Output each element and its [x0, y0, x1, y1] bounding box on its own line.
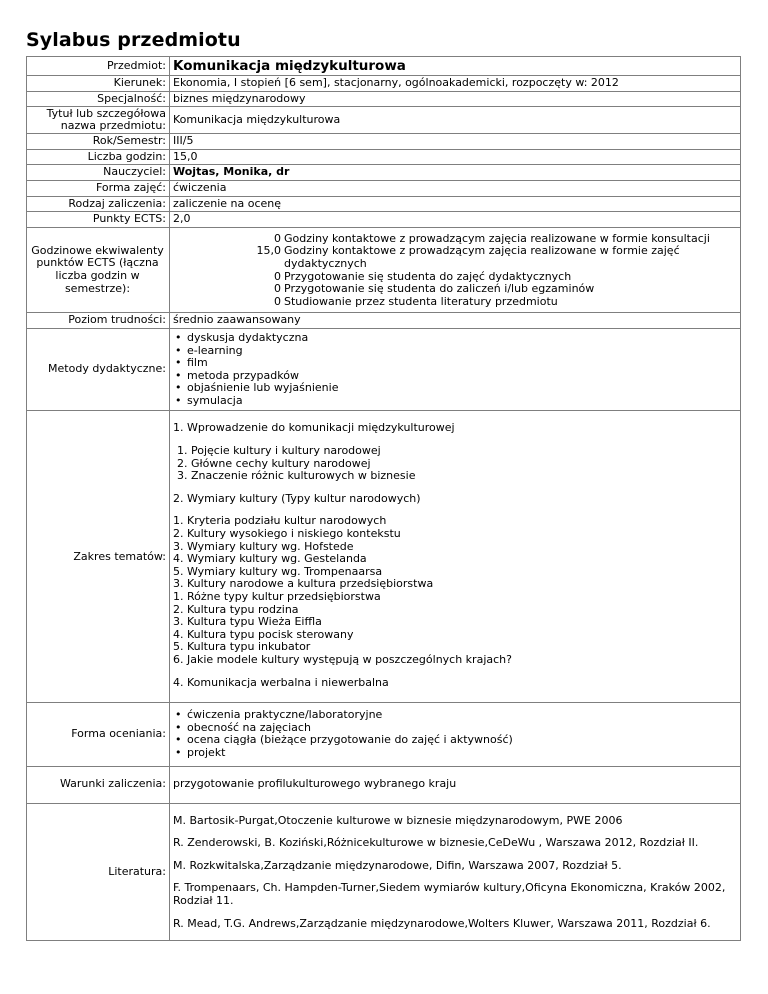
- page-title: Sylabus przedmiotu: [26, 29, 241, 51]
- literature-item: R. Zenderowski, B. Koziński,Różnicekulturowe w biznesie,CeDeWu , Warszawa 2012, Rozdział II.: [173, 836, 699, 850]
- value-kierunek: Ekonomia, I stopień [6 sem], stacjonarny, ogólnoakademicki, rozpoczęty w: 2012: [170, 76, 741, 92]
- value-zakres: [170, 411, 741, 703]
- list-item: 1. Kryteria podziału kultur narodowych: [173, 514, 387, 528]
- list-item: 3. Kultura typu Wieża Eiffla: [173, 615, 322, 629]
- zakres-heading-2: 2. Wymiary kultury (Typy kultur narodowych): [173, 491, 421, 505]
- hours-number: 15,0: [256, 244, 281, 258]
- list-item: 3. Wymiary kultury wg. Hofstede: [173, 539, 354, 553]
- list-item: • ćwiczenia praktyczne/laboratoryjne: [187, 709, 738, 722]
- hours-text: Przygotowanie się studenta do zajęć dydaktycznych: [284, 269, 572, 283]
- list-item: 1. Pojęcie kultury i kultury narodowej: [177, 444, 381, 458]
- list-item: 2. Główne cechy kultury narodowej: [177, 456, 371, 470]
- label-kierunek: Kierunek:: [27, 76, 170, 92]
- list-item: 3. Znaczenie różnic kulturowych w biznesie: [177, 469, 416, 483]
- list-item: 6. Jakie modele kultury występują w poszczególnych krajach?: [173, 652, 512, 666]
- hours-number: 0: [274, 294, 281, 308]
- label-godzinowe: Godzinowe ekwiwalenty punktów ECTS (łączna liczba godzin w semestrze):: [27, 227, 170, 313]
- literature-item: F. Trompenaars, Ch. Hampden-Turner,Siedem wymiarów kultury,Oficyna Ekonomiczna, Kraków 2002, Rodział 11.: [173, 881, 726, 907]
- value-nauczyciel: Wojtas, Monika, dr: [170, 165, 741, 181]
- value-przedmiot: Komunikacja międzykulturowa: [170, 57, 741, 76]
- hours-text: Przygotowanie się studenta do zaliczeń i/lub egzaminów: [284, 282, 595, 296]
- label-warunki: Warunki zaliczenia:: [27, 766, 170, 803]
- value-zaliczenie: zaliczenie na ocenę: [170, 196, 741, 212]
- label-specjalnosc: Specjalność:: [27, 91, 170, 107]
- literature-item: M. Rozkwitalska,Zarządzanie międzynarodowe, Difin, Warszawa 2007, Rozdział 5.: [173, 858, 622, 872]
- label-literatura: Literatura:: [27, 803, 170, 941]
- row-literatura: [27, 803, 741, 941]
- list-item: • symulacja: [187, 395, 738, 408]
- hours-list: [173, 229, 738, 312]
- list-item: 4. Kultura typu pocisk sterowany: [173, 627, 354, 641]
- zakres-list-2: [173, 515, 738, 666]
- row-godzinowe: [27, 227, 741, 313]
- list-item: • e-learning: [187, 345, 738, 358]
- hours-text: Godziny kontaktowe z prowadzącym zajęcia realizowane w formie zajęć dydaktycznych: [284, 244, 680, 270]
- label-godziny: Liczba godzin:: [27, 149, 170, 165]
- hours-text: Godziny kontaktowe z prowadzącym zajęcia realizowane w formie konsultacji: [284, 231, 710, 245]
- list-item: • objaśnienie lub wyjaśnienie: [187, 382, 738, 395]
- value-literatura: [170, 803, 741, 941]
- label-ocenianie: Forma oceniania:: [27, 703, 170, 766]
- label-tytul: Tytuł lub szczegółowa nazwa przedmiotu:: [27, 107, 170, 134]
- hours-number: 0: [274, 231, 281, 245]
- row-zakres: [27, 411, 741, 703]
- label-forma: Forma zajęć:: [27, 180, 170, 196]
- label-zakres: Zakres tematów:: [27, 411, 170, 703]
- list-item: 2. Kultura typu rodzina: [173, 602, 299, 616]
- list-item: • projekt: [187, 747, 738, 760]
- list-item: • metoda przypadków: [187, 370, 738, 383]
- label-przedmiot: Przedmiot:: [27, 57, 170, 76]
- list-item: 1. Różne typy kultur przedsiębiorstwa: [173, 590, 381, 603]
- value-ocenianie: [170, 703, 741, 766]
- list-item: • ocena ciągła (bieżące przygotowanie do zajęć i aktywność): [187, 734, 738, 747]
- row-metody: [27, 328, 741, 411]
- zakres-heading-3: 4. Komunikacja werbalna i niewerbalna: [173, 675, 389, 689]
- row-rok: [27, 134, 741, 150]
- row-godziny: [27, 149, 741, 165]
- value-metody: [170, 328, 741, 411]
- row-nauczyciel: [27, 165, 741, 181]
- value-forma: ćwiczenia: [170, 180, 741, 196]
- literature-item: M. Bartosik-Purgat,Otoczenie kulturowe w biznesie międzynarodowym, PWE 2006: [173, 813, 623, 827]
- row-warunki: [27, 766, 741, 803]
- row-zaliczenie: [27, 196, 741, 212]
- value-rok: III/5: [170, 134, 741, 150]
- value-warunki: przygotowanie profilukulturowego wybranego kraju: [170, 766, 741, 803]
- row-poziom: [27, 313, 741, 329]
- label-rok: Rok/Semestr:: [27, 134, 170, 150]
- row-przedmiot: [27, 57, 741, 76]
- value-poziom: średnio zaawansowany: [170, 313, 741, 329]
- list-item: • obecność na zajęciach: [187, 722, 738, 735]
- hours-text: Studiowanie przez studenta literatury przedmiotu: [284, 294, 558, 308]
- metody-list: [173, 330, 738, 410]
- list-item: 4. Wymiary kultury wg. Gestelanda: [173, 552, 367, 566]
- hours-number: 0: [274, 269, 281, 283]
- label-poziom: Poziom trudności:: [27, 313, 170, 329]
- value-tytul: Komunikacja międzykulturowa: [170, 107, 741, 134]
- list-item: 5. Wymiary kultury wg. Trompenaarsa: [173, 564, 383, 578]
- row-specjalnosc: [27, 91, 741, 107]
- literature-item: R. Mead, T.G. Andrews,Zarządzanie międzynarodowe,Wolters Kluwer, Warszawa 2011, Rozdział 6.: [173, 916, 711, 930]
- list-item: 2. Kultury wysokiego i niskiego kontekstu: [173, 527, 401, 541]
- value-specjalnosc: biznes międzynarodowy: [170, 91, 741, 107]
- value-godzinowe: [170, 227, 741, 313]
- label-zaliczenie: Rodzaj zaliczenia:: [27, 196, 170, 212]
- label-nauczyciel: Nauczyciel:: [27, 165, 170, 181]
- row-ects: [27, 212, 741, 228]
- row-forma: [27, 180, 741, 196]
- list-item: 5. Kultura typu inkubator: [173, 640, 311, 654]
- row-kierunek: [27, 76, 741, 92]
- row-tytul: [27, 107, 741, 134]
- label-ects: Punkty ECTS:: [27, 212, 170, 228]
- zakres-heading-1: 1. Wprowadzenie do komunikacji międzykulturowej: [173, 421, 455, 435]
- label-metody: Metody dydaktyczne:: [27, 328, 170, 411]
- value-ects: 2,0: [170, 212, 741, 228]
- list-item: 3. Kultury narodowe a kultura przedsiębiorstwa: [173, 577, 434, 591]
- value-godziny: 15,0: [170, 149, 741, 165]
- list-item: • dyskusja dydaktyczna: [187, 332, 738, 345]
- zakres-list-1: [173, 445, 738, 483]
- hours-number: 0: [274, 282, 281, 296]
- syllabus-table: [26, 56, 741, 941]
- list-item: • film: [187, 357, 738, 370]
- row-ocenianie: [27, 703, 741, 766]
- ocenianie-list: [173, 704, 738, 764]
